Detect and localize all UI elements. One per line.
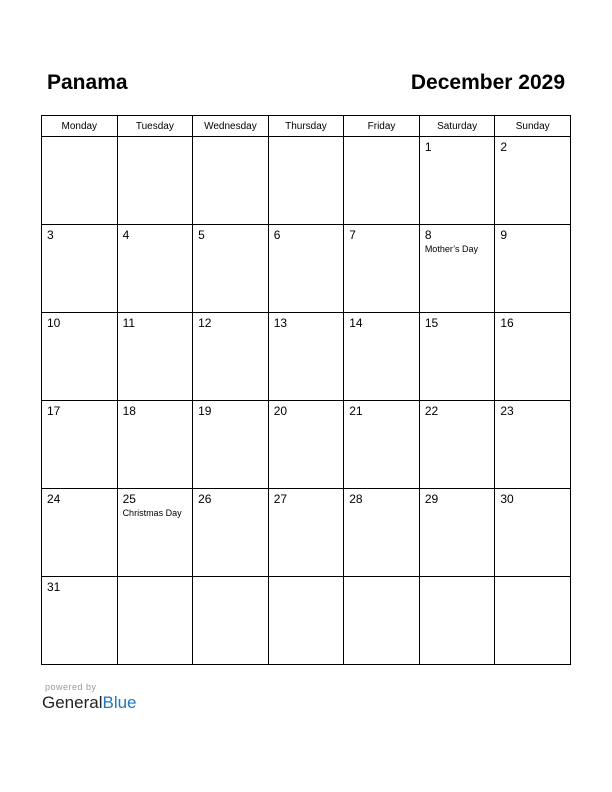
weekday-header: Saturday [419,116,495,137]
day-number: 31 [47,580,61,594]
day-cell [193,401,269,489]
day-cell [495,313,571,401]
day-cell [193,137,269,225]
week-row [42,137,571,225]
week-row [42,225,571,313]
holiday-label: Mother’s Day [424,244,478,254]
day-number: 7 [349,228,356,242]
day-cell [42,401,118,489]
day-cell [117,489,193,577]
day-cell [117,225,193,313]
week-row [42,313,571,401]
month-year-title: December 2029 [410,71,565,94]
day-number: 27 [273,492,288,506]
day-number: 21 [349,404,363,418]
day-number: 5 [198,228,205,242]
day-number: 12 [198,316,212,330]
weekday-header-row [42,116,571,137]
week-row [42,577,571,665]
day-cell [419,225,495,313]
day-cell [495,401,571,489]
day-cell [117,577,193,665]
day-cell [268,489,344,577]
day-number: 18 [122,404,136,418]
day-cell [495,225,571,313]
country-title: Panama [47,71,128,94]
day-cell [344,313,420,401]
weekday-header: Wednesday [193,116,269,137]
day-cell [193,225,269,313]
calendar-grid [41,115,571,665]
day-number: 29 [424,492,439,506]
day-cell [495,577,571,665]
powered-by-text: powered by [45,682,97,692]
weekday-header: Tuesday [117,116,193,137]
day-cell [419,401,495,489]
day-cell [495,489,571,577]
day-number: 3 [47,228,54,242]
day-cell [193,577,269,665]
brand-logo-general: General [42,693,103,712]
brand-logo-blue: Blue [102,693,137,712]
day-cell [42,313,118,401]
day-cell [268,577,344,665]
week-row [42,489,571,577]
day-cell [419,489,495,577]
day-number: 23 [500,404,514,418]
day-number: 20 [273,404,288,418]
day-number: 26 [198,492,212,506]
day-number: 6 [273,228,281,242]
day-number: 9 [500,228,508,242]
day-cell [42,489,118,577]
day-number: 8 [424,228,432,242]
day-number: 14 [349,316,363,330]
day-number: 16 [500,316,514,330]
weekday-header: Monday [42,116,118,137]
day-cell [419,577,495,665]
day-cell [268,313,344,401]
day-cell [117,401,193,489]
holiday-label: Christmas Day [122,508,182,518]
day-cell [117,137,193,225]
calendar-body [42,137,571,665]
day-number: 17 [47,404,61,418]
day-cell [495,137,571,225]
brand-logo [42,693,137,713]
day-number: 28 [349,492,363,506]
day-cell [419,137,495,225]
week-row [42,401,571,489]
day-cell [42,137,118,225]
day-cell [268,401,344,489]
day-cell [42,225,118,313]
day-cell [42,577,118,665]
day-number: 24 [47,492,61,506]
day-number: 2 [500,140,508,154]
day-cell [268,225,344,313]
day-number: 4 [122,228,130,242]
generalblue-branding [42,682,137,713]
day-number: 30 [500,492,514,506]
day-cell [193,313,269,401]
weekday-header: Thursday [268,116,344,137]
day-cell [344,577,420,665]
day-number: 15 [424,316,439,330]
day-number: 11 [122,316,136,330]
day-cell [193,489,269,577]
day-cell [344,137,420,225]
day-cell [344,401,420,489]
day-number: 10 [47,316,61,330]
day-cell [117,313,193,401]
day-cell [419,313,495,401]
day-number: 25 [122,492,136,506]
weekday-header: Sunday [495,116,571,137]
calendar-table [41,115,571,665]
day-number: 19 [198,404,212,418]
day-number: 1 [424,140,432,154]
day-cell [344,225,420,313]
weekday-header: Friday [344,116,420,137]
day-number: 13 [273,316,288,330]
day-cell [344,489,420,577]
day-cell [268,137,344,225]
day-number: 22 [424,404,439,418]
